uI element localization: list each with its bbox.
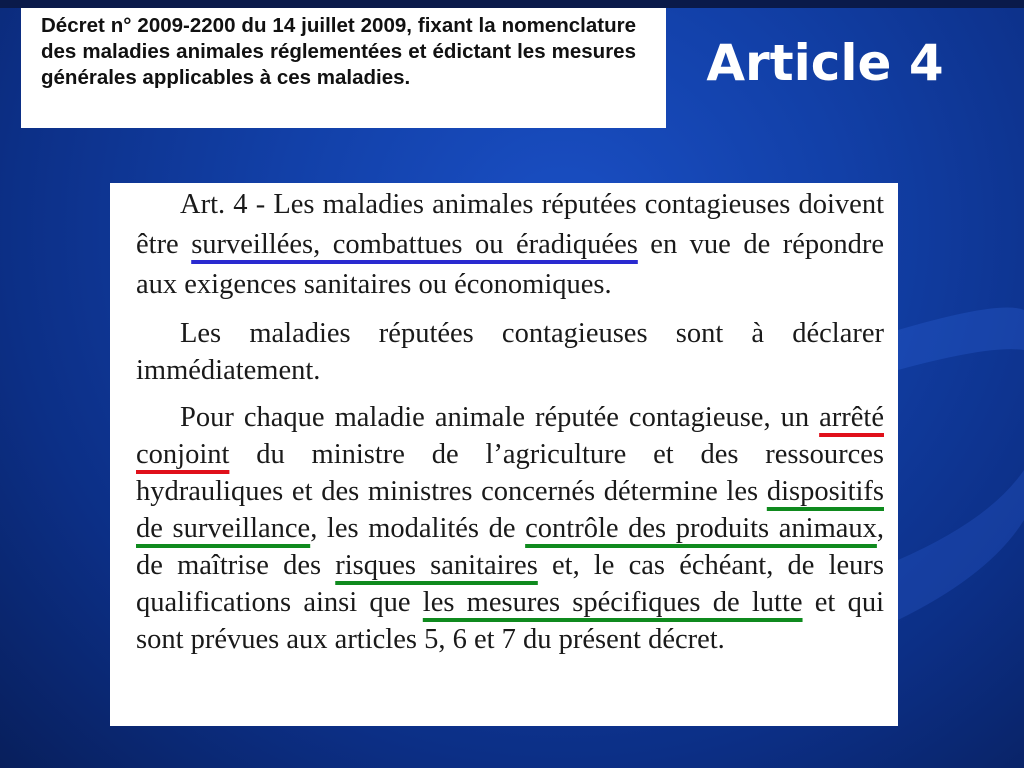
article-paragraph-1 [136,185,884,305]
text-segment: et, le cas échéant, de leurs qualifications ainsi que [136,550,885,618]
underlined-phrase-green: les mesures spécifiques de lutte [422,587,803,618]
underlined-phrase-red: arrêté conjoint [136,402,884,470]
text-segment: Art. 4 - Les maladies animales réputées contagieuses doivent être [136,189,884,260]
text-segment: et qui sont prévues aux articles 5, 6 et 7 du présent décret. [136,587,884,655]
text-segment: en vue de répondre aux exigences sanitaires ou économiques. [136,229,884,300]
slide-title: Article 4 [706,34,944,92]
underlined-phrase-green: dispositifs de surveillance [136,476,884,544]
text-segment: , les modalités de [310,513,526,544]
text-segment: du ministre de l’agriculture et des ressources hydrauliques et des ministres concernés détermine les [136,439,884,507]
top-band [0,0,1024,8]
decree-title: Décret n° 2009-2200 du 14 juillet 2009, fixant la nomenclature des maladies animales réglementées et édictant les mesures générales applicables à ces maladies. [41,14,636,89]
underlined-phrase-green: contrôle des produits animaux [525,513,877,544]
article-box [110,183,898,726]
article-paragraph-3 [136,399,884,658]
article-text [136,185,884,658]
text-segment: Pour chaque maladie animale réputée contagieuse, un [180,402,820,433]
text-segment: , de maîtrise des [136,513,885,581]
underlined-phrase-blue: surveillées, combattues ou éradiquées [191,229,638,260]
decree-box [21,8,666,128]
text-segment: Les maladies réputées contagieuses sont à déclarer immédiatement. [136,318,884,386]
underlined-phrase-green: risques sanitaires [335,550,538,581]
article-paragraph-2 [136,315,884,389]
